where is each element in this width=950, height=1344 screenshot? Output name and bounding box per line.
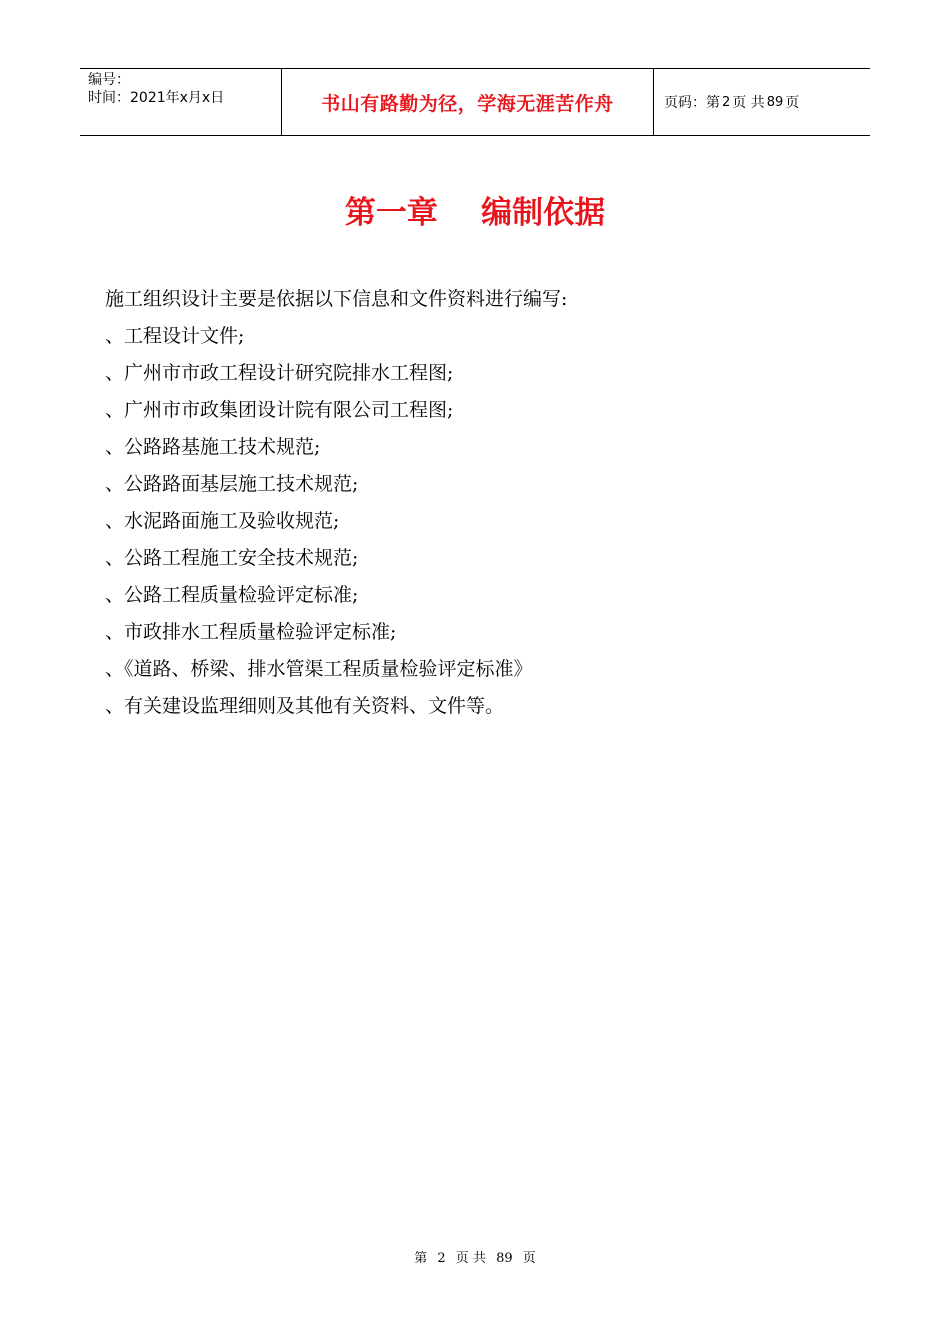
document-number-label: 编号：: [88, 72, 130, 88]
page-header: [80, 68, 870, 136]
document-body: [105, 284, 865, 728]
footer-prefix: 第: [414, 1251, 428, 1266]
list-item: 、广州市市政集团设计院有限公司工程图;: [105, 399, 454, 421]
list-item: 、有关建设监理细则及其他有关资料、文件等。: [105, 695, 505, 717]
chapter-title: 第一章 编制依据: [344, 195, 606, 231]
intro-paragraph: 施工组织设计主要是依据以下信息和文件资料进行编写:: [105, 288, 568, 310]
footer-mid: 页 共: [455, 1251, 486, 1266]
list-item: 、公路路基施工技术规范;: [105, 436, 321, 458]
footer-total-pages: 89: [496, 1251, 513, 1266]
header-page-mid: 页 共: [732, 95, 765, 111]
header-page-current: 2: [722, 94, 731, 110]
header-page-suffix: 页: [785, 95, 800, 111]
list-item: 、水泥路面施工及验收规范;: [105, 510, 340, 532]
list-item: 、工程设计文件;: [105, 325, 245, 347]
footer-suffix: 页: [522, 1251, 536, 1266]
list-item: 、《道路、桥梁、排水管渠工程质量检验评定标准》: [105, 658, 533, 680]
header-page-indicator: [654, 69, 870, 135]
list-item: 、公路路面基层施工技术规范;: [105, 473, 359, 495]
page-footer: [0, 1247, 950, 1266]
header-page-prefix: 页码：第: [664, 95, 720, 111]
list-item: 、市政排水工程质量检验评定标准;: [105, 621, 397, 643]
list-item: 、公路工程质量检验评定标准;: [105, 584, 359, 606]
header-motto: 书山有路勤为径，学海无涯苦作舟: [281, 69, 654, 135]
list-item: 、公路工程施工安全技术规范;: [105, 547, 359, 569]
footer-current-page: 2: [437, 1251, 446, 1266]
list-item: 、广州市市政工程设计研究院排水工程图;: [105, 362, 454, 384]
basis-list: [105, 321, 865, 728]
header-page-total: 89: [766, 94, 784, 110]
document-time-label: 时间：2021年x月x日: [88, 90, 225, 106]
header-meta: [80, 69, 281, 135]
